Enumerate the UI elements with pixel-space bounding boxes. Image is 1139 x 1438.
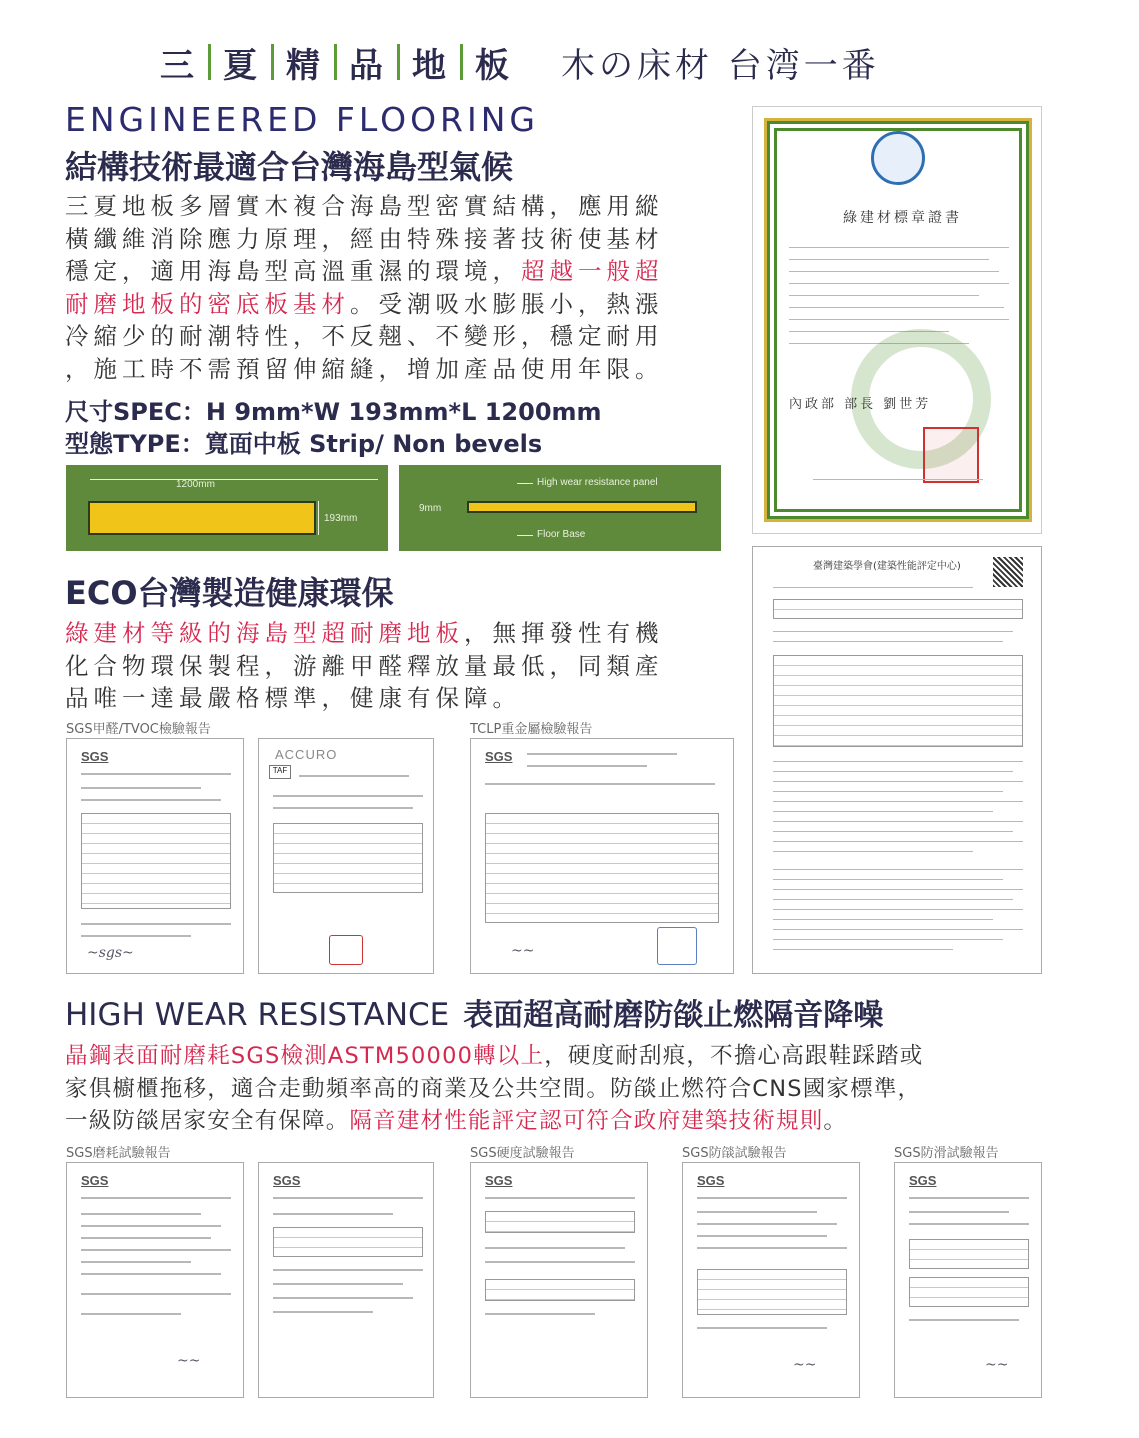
para-line: 化合物環保製程，游離甲醛釋放量最低，同類產 (65, 651, 664, 680)
report-table (273, 1227, 423, 1257)
signature: ~~ (985, 1357, 1009, 1373)
report-table (909, 1239, 1029, 1269)
eco-title: ECO台灣製造健康環保 (65, 574, 394, 612)
divider (397, 44, 400, 80)
section-title-en: ENGINEERED FLOORING (65, 100, 539, 139)
signature: ~~ (511, 943, 535, 959)
report-caption: SGS甲醛/TVOC檢驗報告 (66, 722, 211, 737)
callout-line (517, 535, 533, 536)
text-line (789, 271, 999, 272)
eco-paragraph (65, 617, 735, 715)
brand-char: 地 (412, 45, 448, 86)
report-table (697, 1269, 847, 1315)
para-line: 冷縮少的耐潮特性，不反翹、不變形，穩定耐用 (65, 322, 664, 350)
report-table (485, 1211, 635, 1233)
sgs-logo: SGS (697, 1173, 725, 1188)
sgs-slip-report (894, 1162, 1042, 1398)
text-line (789, 259, 989, 260)
thickness-label: 9mm (419, 503, 442, 514)
tagline-jp: 木の床材 台湾一番 (561, 45, 880, 86)
sgs-logo: SGS (485, 749, 513, 764)
para-line: 品唯一達最嚴格標準，健康有保障。 (65, 684, 521, 712)
plank-shape (88, 501, 316, 535)
brand-char: 三 (160, 45, 196, 86)
sgs-logo: SGS (485, 1173, 513, 1188)
green-building-certificate (752, 106, 1042, 534)
brand-char: 夏 (223, 45, 259, 86)
dimension-line (90, 479, 378, 480)
sgs-flame-report (682, 1162, 860, 1398)
report-table (81, 813, 231, 909)
report-caption: SGS硬度試驗報告 (470, 1146, 575, 1161)
minister-signature: 內政部 部長 劉世芳 (789, 397, 932, 412)
ministry-emblem-icon (871, 131, 925, 185)
report-table (485, 813, 719, 923)
para-line: 綠建材等級的海島型超耐磨地板，無揮發性有機 (65, 619, 664, 647)
taf-logo: TAF (269, 765, 291, 779)
report-table (773, 599, 1023, 619)
cross-section-diagram (399, 465, 721, 551)
brand-char: 板 (475, 45, 511, 86)
sgs-formaldehyde-report (66, 738, 244, 974)
para-line: 家俱櫥櫃拖移，適合走動頻率高的商業及公共空間。防燄止燃符合CNS國家標準， (65, 1075, 922, 1102)
divider (460, 44, 463, 80)
text-line (789, 319, 1009, 320)
text-line (789, 283, 1009, 284)
red-stamp (329, 935, 363, 965)
accuro-logo: ACCURO (275, 747, 338, 762)
top-layer-label: High wear resistance panel (537, 477, 658, 488)
sgs-logo: SGS (81, 749, 109, 764)
sound-insulation-evaluation-report (752, 546, 1042, 974)
tclp-heavy-metal-report (470, 738, 734, 974)
section-title-zh: 結構技術最適合台灣海島型氣候 (65, 148, 514, 186)
para-line: 橫纖維消除應力原理，經由特殊接著技術使基材 (65, 224, 664, 253)
report-table (273, 823, 423, 893)
qr-code-icon (993, 557, 1023, 587)
text-line (789, 307, 1004, 308)
official-seal-stamp (923, 427, 979, 483)
signature: ~~ (177, 1353, 201, 1369)
cross-section-shape (467, 501, 697, 513)
report-table (909, 1277, 1029, 1307)
sgs-abrasion-report-1 (66, 1162, 244, 1398)
callout-line (517, 483, 533, 484)
signature: ~sgs~ (87, 945, 134, 961)
sgs-logo: SGS (909, 1173, 937, 1188)
sgs-logo: SGS (273, 1173, 301, 1188)
dimension-line (318, 501, 319, 535)
sgs-hardness-report (470, 1162, 648, 1398)
wear-title (65, 990, 883, 1034)
brand-char: 精 (286, 45, 322, 86)
length-label: 1200mm (176, 479, 215, 490)
certificate-title: 綠建材標章證書 (843, 210, 962, 226)
divider (334, 44, 337, 80)
text-line (789, 295, 979, 296)
accuro-test-report (258, 738, 434, 974)
spec-line: 尺寸SPEC：H 9mm*W 193mm*L 1200mm (65, 398, 602, 426)
report-header: 臺灣建築學會(建築性能評定中心) (813, 561, 961, 572)
signature: ~~ (793, 1357, 817, 1373)
wear-title-en: HIGH WEAR RESISTANCE (65, 997, 450, 1033)
report-caption: SGS防滑試驗報告 (894, 1146, 999, 1161)
engineered-paragraph (65, 190, 735, 385)
blue-stamp (657, 927, 697, 965)
sgs-abrasion-report-2 (258, 1162, 434, 1398)
brand-char: 品 (349, 45, 385, 86)
para-line: 耐磨地板的密底板基材。受潮吸水膨脹小，熱漲 (65, 289, 664, 318)
date-line (813, 479, 983, 480)
text-line (789, 247, 1009, 248)
divider (208, 44, 211, 80)
report-caption: SGS磨耗試驗報告 (66, 1146, 171, 1161)
report-table (485, 1279, 635, 1301)
width-label: 193mm (324, 513, 358, 524)
wear-title-zh: 表面超高耐磨防燄止燃隔音降噪 (463, 998, 884, 1033)
para-line: ，施工時不需預留伸縮縫，增加產品使用年限。 (65, 354, 664, 383)
para-line: 一級防燄居家安全有保障。隔音建材性能評定認可符合政府建築技術規則。 (65, 1108, 848, 1134)
report-caption: SGS防燄試驗報告 (682, 1146, 787, 1161)
brand-header (160, 40, 880, 84)
para-line: 晶鋼表面耐磨耗SGS檢測ASTM50000轉以上，硬度耐刮痕，不擔心高跟鞋踩踏或 (65, 1043, 924, 1069)
divider (271, 44, 274, 80)
wear-paragraph (65, 1040, 1095, 1138)
base-label: Floor Base (537, 529, 586, 540)
sgs-logo: SGS (81, 1173, 109, 1188)
type-line: 型態TYPE：寬面中板 Strip/ Non bevels (65, 430, 543, 458)
report-table (773, 655, 1023, 747)
plank-size-diagram (66, 465, 388, 551)
para-line: 三夏地板多層實木複合海島型密實結構，應用縱 (65, 192, 664, 220)
report-caption: TCLP重金屬檢驗報告 (470, 722, 593, 737)
para-line: 穩定，適用海島型高溫重濕的環境，超越一般超 (65, 257, 664, 285)
